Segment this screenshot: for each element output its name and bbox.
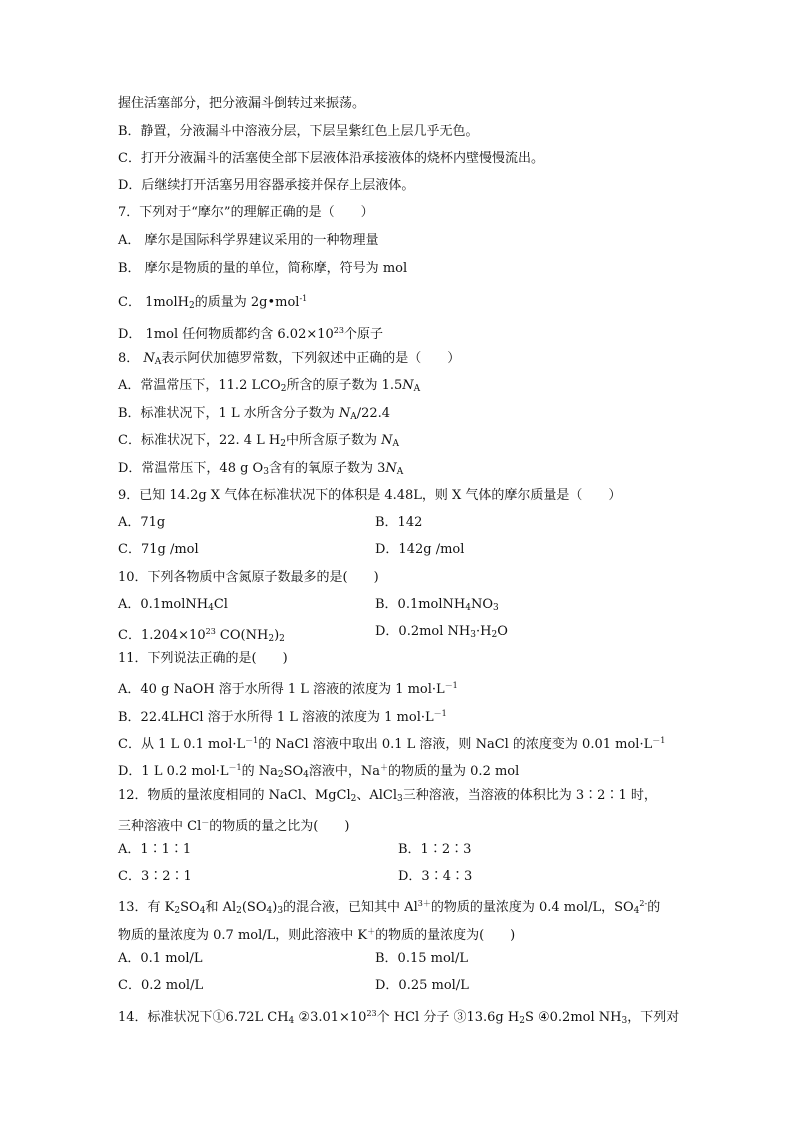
q9-option-c: C．71g /mol xyxy=(118,542,199,557)
q11-stem: 11．下列说法正确的是( ) xyxy=(118,651,288,666)
q8-option-b: B．标准状况下，1 L 水所含分子数为 $N_A/22.4$ xyxy=(118,406,391,422)
q13-option-c: C．0.2 mol/L xyxy=(118,978,204,993)
q9-option-b: B．142 xyxy=(375,515,423,530)
q7-option-c: C． 1molH$_2$的质量为 2g•mol$^{-1}$ xyxy=(118,294,308,311)
q11-option-c: C．从 1 L 0.1 $mol\cdot L^{-1}$的 NaCl 溶液中取出 0.1 L 溶液，则 NaCl 的浓度变为 0.01 $mol\cdot L^{-1}$ xyxy=(118,736,666,752)
q9-stem: 9．已知 14.2g X 气体在标准状况下的体积是 4.48L，则 X 气体的摩尔质量是（ ） xyxy=(118,488,622,503)
q7-stem: 7．下列对于“摩尔”的理解正确的是（ ） xyxy=(118,205,374,220)
q10-option-d: D．0.2mol $NH_3\cdot H_2O$ xyxy=(375,624,508,640)
q12-stem-continued: 三种溶液中 Cl－的物质的量之比为( ) xyxy=(118,818,350,834)
q10-option-b: B．$0.1molNH_4NO_3$ xyxy=(375,597,499,613)
q13-stem: 13．有 $K_2SO_4$和 $Al_2(SO_4)_3$的混合液，已知其中 $Al^{3+}$的物质的量浓度为 0.4 mol/L，$SO_4^{2-}$的 xyxy=(118,899,661,916)
q10-option-a: A．0.1molNH$_4$Cl xyxy=(118,597,228,613)
q6-continued-line: 握住活塞部分，把分液漏斗倒转过来振荡。 xyxy=(118,96,366,111)
q11-option-d: D．1 L 0.2 $mol\cdot L^{-1}$的 $Na_2SO_4$溶液中，Na＋的物质的量为 0.2 mol xyxy=(118,763,520,780)
q9-option-a: A．71g xyxy=(118,515,166,530)
q12-option-b: B．1∶2∶3 xyxy=(398,842,472,857)
q9-option-d: D．142g /mol xyxy=(375,542,465,557)
q6-option-b: B．静置，分液漏斗中溶液分层，下层呈紫红色上层几乎无色。 xyxy=(118,124,479,139)
q8-option-a: A．常温常压下，11.2 $LCO_2$所含的原子数为 $1.5N_A$ xyxy=(118,378,421,394)
q8-stem: 8． $N_A$表示阿伏加德罗常数，下列叙述中正确的是（ ） xyxy=(118,351,461,367)
q6-option-c: C．打开分液漏斗的活塞使全部下层液体沿承接液体的烧杯内壁慢慢流出。 xyxy=(118,151,544,166)
q8-option-c: C．标准状况下，22. 4 L $H_2$中所含原子数为 $N_A$ xyxy=(118,433,400,449)
q13-stem-continued: 物质的量浓度为 0.7 mol/L，则此溶液中 K＋的物质的量浓度为( ) xyxy=(118,927,516,943)
q12-option-d: D．3∶4∶3 xyxy=(398,869,473,884)
q11-option-b: B．22.4LHCl 溶于水所得 1 L 溶液的浓度为 1 $mol\cdot L^{-1}$ xyxy=(118,709,447,725)
q12-stem: 12．物质的量浓度相同的 NaCl、MgCl$_2$、AlCl$_3$三种溶液，当溶液的体积比为 3∶2∶1 时， xyxy=(118,788,657,804)
q13-option-d: D．0.25 mol/L xyxy=(375,978,469,993)
q7-option-d: D． 1mol 任何物质都约含 $6.02\times 10^{23}$个原子 xyxy=(118,326,383,342)
q13-option-a: A．0.1 mol/L xyxy=(118,951,203,966)
q7-option-a: A． 摩尔是国际科学界建议采用的一种物理量 xyxy=(118,233,379,248)
q11-option-a: A．40 g NaOH 溶于水所得 1 L 溶液的浓度为 1 $mol\cdot L^{-1}$ xyxy=(118,681,458,697)
q6-option-d: D．后继续打开活塞另用容器承接并保存上层液体。 xyxy=(118,178,415,193)
q14-stem: 14．标准状况下①6.72L $CH_4$ $②3.01\times 10^{23}$个 HCl 分子 ③13.6g $H_2S$ ④0.2mol $NH_3$，下列对 xyxy=(118,1009,680,1026)
q12-option-a: A．1∶1∶1 xyxy=(118,842,192,857)
q12-option-c: C．3∶2∶1 xyxy=(118,869,192,884)
q10-stem: 10．下列各物质中含氮原子数最多的是( ) xyxy=(118,570,379,585)
q10-option-c: C．$1.204\times 10^{23}$ $CO(NH_2)_2$ xyxy=(118,627,285,644)
q13-option-b: B．0.15 mol/L xyxy=(375,951,468,966)
q8-option-d: D．常温常压下，48 g $O_3$含有的氧原子数为 $3N_A$ xyxy=(118,461,404,477)
q7-option-b: B． 摩尔是物质的量的单位，简称摩，符号为 mol xyxy=(118,261,408,276)
